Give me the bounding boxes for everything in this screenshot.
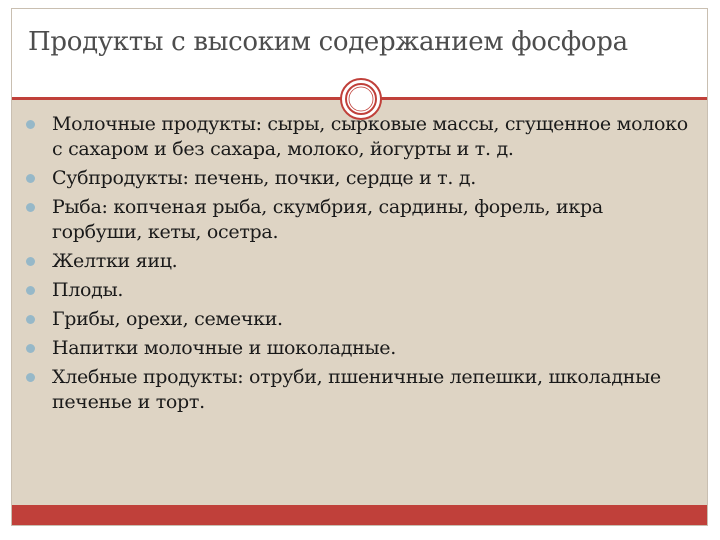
bullet-dot-icon	[26, 373, 35, 382]
bullet-dot-icon	[26, 344, 35, 353]
list-item	[24, 278, 694, 303]
list-item	[24, 112, 694, 162]
list-item	[24, 195, 694, 245]
list-item	[24, 365, 694, 415]
list-item	[24, 249, 694, 274]
bullet-dot-icon	[26, 120, 35, 129]
list-item	[24, 307, 694, 332]
list-item-text: Напитки молочные и шоколадные.	[52, 337, 396, 359]
list-item-text: Рыба: копченая рыба, скумбрия, сардины, форель, икра горбуши, кеты, осетра.	[52, 196, 603, 243]
bullet-dot-icon	[26, 315, 35, 324]
list-item-text: Желтки яиц.	[52, 250, 178, 272]
bullet-dot-icon	[26, 286, 35, 295]
list-item-text: Молочные продукты: сыры, сырковые массы, сгущенное молоко с сахаром и без сахара, молоко, йогурты и т. д.	[52, 113, 688, 160]
bottom-accent-bar	[12, 505, 707, 525]
list-item-text: Грибы, орехи, семечки.	[52, 308, 283, 330]
list-item	[24, 336, 694, 361]
list-item-text: Плоды.	[52, 279, 124, 301]
slide-title: Продукты с высоким содержанием фосфора	[28, 27, 628, 57]
bullet-dot-icon	[26, 203, 35, 212]
bullet-dot-icon	[26, 174, 35, 183]
list-item	[24, 166, 694, 191]
bullet-dot-icon	[26, 257, 35, 266]
list-item-text: Хлебные продукты: отруби, пшеничные лепешки, школадные печенье и торт.	[52, 366, 661, 413]
list-item-text: Субпродукты: печень, почки, сердце и т. д.	[52, 167, 477, 189]
bullet-list	[24, 112, 694, 419]
